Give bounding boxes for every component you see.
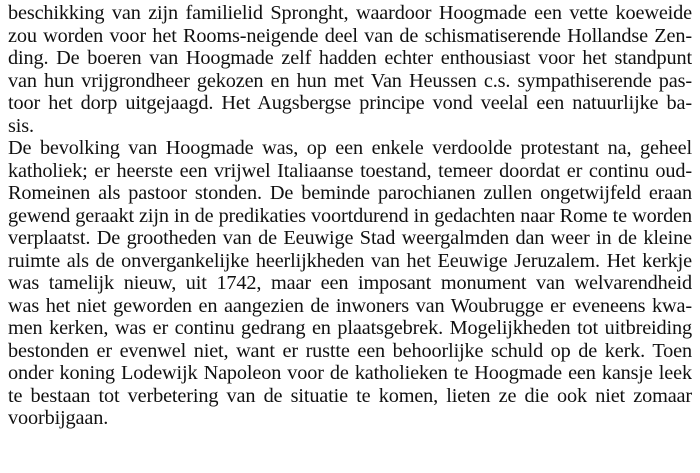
- text-line: gewend geraakt zijn in de predikaties voortdurend in gedachten naar Rome te worden: [8, 204, 692, 227]
- document-page: [8, 2, 692, 430]
- text-line: men kerken, was er continu gedrang en plaatsgebrek. Mogelijkheden tot uitbreiding: [8, 317, 692, 339]
- text-line: De bevolking van Hoogmade was, op een enkele verdoolde protestant na, geheel: [8, 137, 692, 159]
- text-line: zou worden voor het Rooms-neigende deel van de schismatiserende Hollandse Zen-: [8, 24, 692, 47]
- text-line: onder koning Lodewijk Napoleon voor de katholieken te Hoogmade een kansje leek: [8, 362, 692, 384]
- text-line: voorbijgaan.: [8, 407, 109, 429]
- paragraph-2: [8, 137, 692, 430]
- text-line: sis.: [8, 114, 34, 137]
- text-line: te bestaan tot verbetering van de situatie te komen, lieten ze die ook niet zomaar: [8, 384, 692, 407]
- text-line: was het niet geworden en aangezien de inwoners van Woubrugge er eveneens kwa-: [8, 294, 692, 317]
- text-line: verplaatst. De grootheden van de Eeuwige Stad weergalmden dan weer in de kleine: [8, 227, 692, 249]
- text-line: was tamelijk nieuw, uit 1742, maar een imposant monument van welvarendheid: [8, 272, 692, 294]
- text-line: ding. De boeren van Hoogmade zelf hadden echter enthousiast voor het standpunt: [8, 47, 692, 69]
- text-line: ruimte als de onvergankelijke heerlijkheden van het Eeuwige Jeruzalem. Het kerkje: [8, 249, 692, 272]
- text-line: katholiek; er heerste een vrijwel Italiaanse toestand, temeer doordat er continu oud-: [8, 159, 692, 182]
- text-line: van hun vrijgrondheer gekozen en hun met Van Heussen c.s. sympathiserende pas-: [8, 69, 692, 92]
- text-line: bestonden er evenwel niet, want er rustte een behoorlijke schuld op de kerk. Toen: [8, 339, 692, 362]
- text-line: beschikking van zijn familielid Spronght, waardoor Hoogmade een vette koeweide: [8, 2, 692, 24]
- text-line: Romeinen als pastoor stonden. De beminde parochianen zullen ongetwijfeld eraan: [8, 182, 692, 204]
- text-line: toor het dorp uitgejaagd. Het Augsbergse principe vond veelal een natuurlijke ba-: [8, 92, 692, 114]
- paragraph-1: [8, 2, 692, 137]
